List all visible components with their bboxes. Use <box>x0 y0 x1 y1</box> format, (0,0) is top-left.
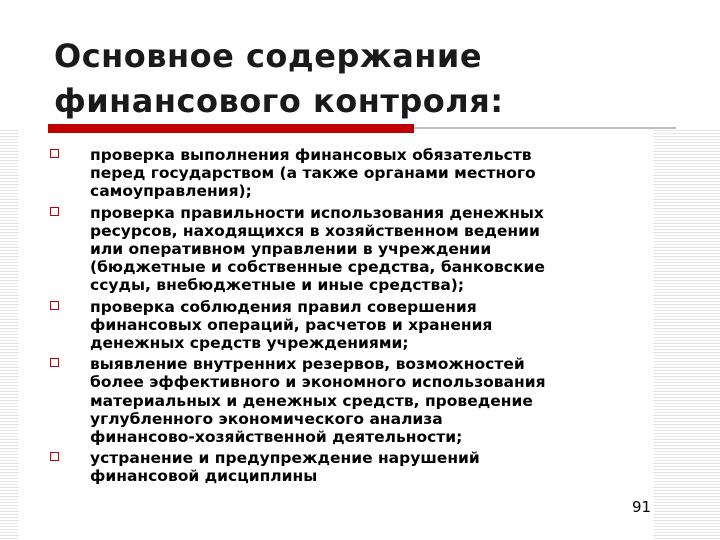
bullet-text-line: проверка выполнения финансовых обязательств <box>90 146 532 164</box>
title-line: финансового контроля: <box>54 82 504 120</box>
page-number: 91 <box>632 498 652 516</box>
bullet-text-line: или оперативном управлении в учреждении <box>90 240 492 259</box>
hollow-square-bullet-icon <box>50 149 59 158</box>
hollow-square-bullet-icon <box>50 358 59 367</box>
title-underline-red-bar <box>48 124 414 133</box>
bullet-text-line: самоуправления); <box>90 182 252 201</box>
bullet-text-line: проверка соблюдения правил совершения <box>90 297 477 316</box>
bullet-text-line: выявление внутренних резервов, возможностей <box>90 355 525 374</box>
bullet-text-line: финансовых операций, расчетов и хранения <box>90 315 493 334</box>
hollow-square-bullet-icon <box>50 301 59 310</box>
bullet-text-line: (бюджетные и собственные средства, банковские <box>90 258 545 277</box>
hollow-square-bullet-icon <box>50 207 59 216</box>
title-line: Основное содержание <box>54 37 483 75</box>
bullet-text-line: устранение и предупреждение нарушений <box>90 449 480 468</box>
bullet-text-line: финансово-хозяйственной деятельности; <box>90 428 463 447</box>
title-underline-gray-line <box>414 127 676 129</box>
list-item <box>50 204 660 295</box>
list-item <box>50 355 660 446</box>
bullet-text-line: денежных средств учреждениями; <box>90 334 409 353</box>
list-item <box>50 449 660 485</box>
bullet-text-line: финансовой дисциплины <box>90 467 318 486</box>
bullet-text-line: ресурсов, находящихся в хозяйственном ведении <box>90 221 540 240</box>
hollow-square-bullet-icon <box>50 452 59 461</box>
bullet-text-line: перед государством (а также органами местного <box>90 164 536 183</box>
bullet-list <box>50 146 660 489</box>
bullet-text-line: проверка правильности использования денежных <box>90 203 544 222</box>
bullet-text-line: углубленного экономического анализа <box>90 409 443 428</box>
slide-title <box>54 34 504 124</box>
list-item <box>50 298 660 353</box>
bullet-text-line: ссуды, внебюджетные и иные средства); <box>90 276 465 295</box>
bullet-text-line: более эффективного и экономного использования <box>90 373 546 392</box>
list-item <box>50 146 660 201</box>
bullet-text-line: материальных и денежных средств, проведение <box>90 391 533 410</box>
